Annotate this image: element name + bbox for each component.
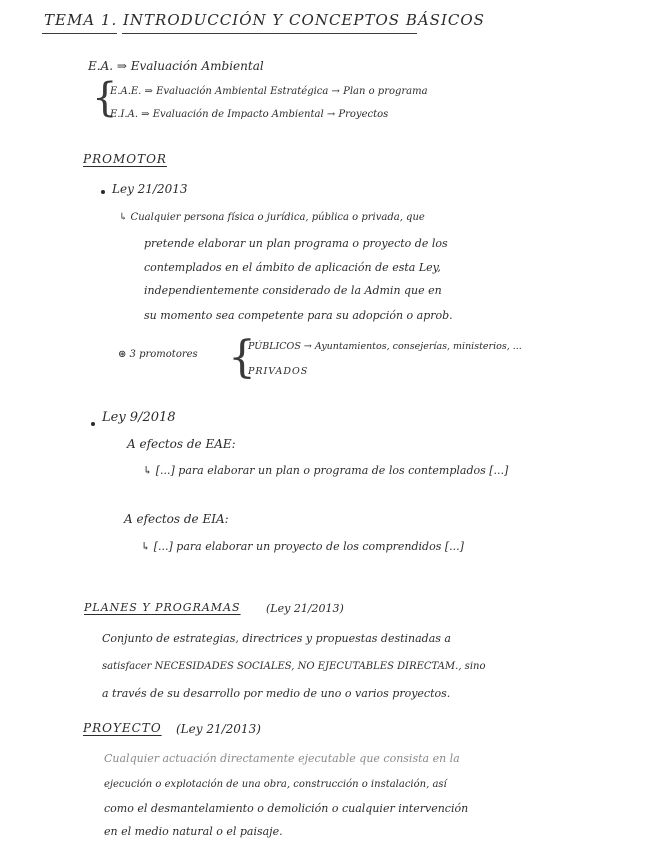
proyecto-definition-line: en el medio natural o el paisaje.	[104, 825, 283, 838]
eae-effects-text: ↳ [...] para elaborar un plan o programa de los contemplados [...]	[143, 464, 509, 477]
page-title: TEMA 1. INTRODUCCIÓN Y CONCEPTOS BÁSICOS	[44, 11, 485, 29]
ea-brace: {	[92, 75, 118, 121]
promotor-definition-line: ↳ Cualquier persona física o jurídica, pública o privada, que	[119, 212, 425, 223]
bullet-ley-21-2013	[101, 190, 105, 194]
proyecto-heading: PROYECTO	[83, 721, 162, 735]
eia-definition: E.I.A. ⇒ Evaluación de Impacto Ambiental → Proyectos	[110, 109, 389, 120]
planes-definition-line: Conjunto de estrategias, directrices y propuestas destinadas a	[102, 632, 451, 645]
bullet-ley-9-2018	[91, 422, 95, 426]
promotor-definition-line: independientemente considerado de la Admin que en	[144, 284, 442, 297]
planes-definition-line: a través de su desarrollo por medio de uno o varios proyectos.	[102, 687, 451, 700]
proyecto-reference: (Ley 21/2013)	[176, 722, 261, 736]
ea-definition: E.A. ⇒ Evaluación Ambiental	[88, 59, 264, 73]
eae-effects-label: A efectos de EAE:	[127, 437, 236, 451]
proyecto-definition-line: como el desmantelamiento o demolición o cualquier intervención	[104, 802, 469, 815]
promotor-definition-line: contemplados en el ámbito de aplicación de esta Ley,	[144, 261, 441, 274]
eia-effects-label: A efectos de EIA:	[124, 512, 229, 526]
title-underline-right	[122, 33, 417, 34]
planes-reference: (Ley 21/2013)	[266, 602, 344, 615]
eae-definition: E.A.E. ⇒ Evaluación Ambiental Estratégica → Plan o programa	[110, 86, 428, 97]
proyecto-definition-line: ejecución o explotación de una obra, construcción o instalación, así	[104, 779, 447, 790]
promotor-definition-line: su momento sea competente para su adopción o aprob.	[144, 309, 453, 322]
planes-heading: PLANES Y PROGRAMAS	[84, 601, 241, 614]
proyecto-definition-line: Cualquier actuación directamente ejecutable que consista en la	[104, 752, 460, 765]
eia-effects-text: ↳ [...] para elaborar un proyecto de los comprendidos [...]	[141, 540, 464, 553]
title-underline-left	[42, 33, 117, 34]
promotor-heading: PROMOTOR	[83, 152, 167, 166]
promotores-publicos: PÚBLICOS → Ayuntamientos, consejerías, ministerios, ...	[248, 341, 522, 352]
promotor-definition-line: pretende elaborar un plan programa o proyecto de los	[144, 237, 448, 250]
promotores-brace: {	[228, 332, 256, 383]
promotores-privados: PRIVADOS	[248, 366, 309, 377]
ley-21-2013-label: Ley 21/2013	[112, 182, 188, 196]
ley-9-2018-label: Ley 9/2018	[102, 410, 176, 425]
planes-definition-line: satisfacer NECESIDADES SOCIALES, NO EJECUTABLES DIRECTAM., sino	[102, 661, 486, 672]
promotores-count-label: ⊛ 3 promotores	[118, 349, 198, 360]
